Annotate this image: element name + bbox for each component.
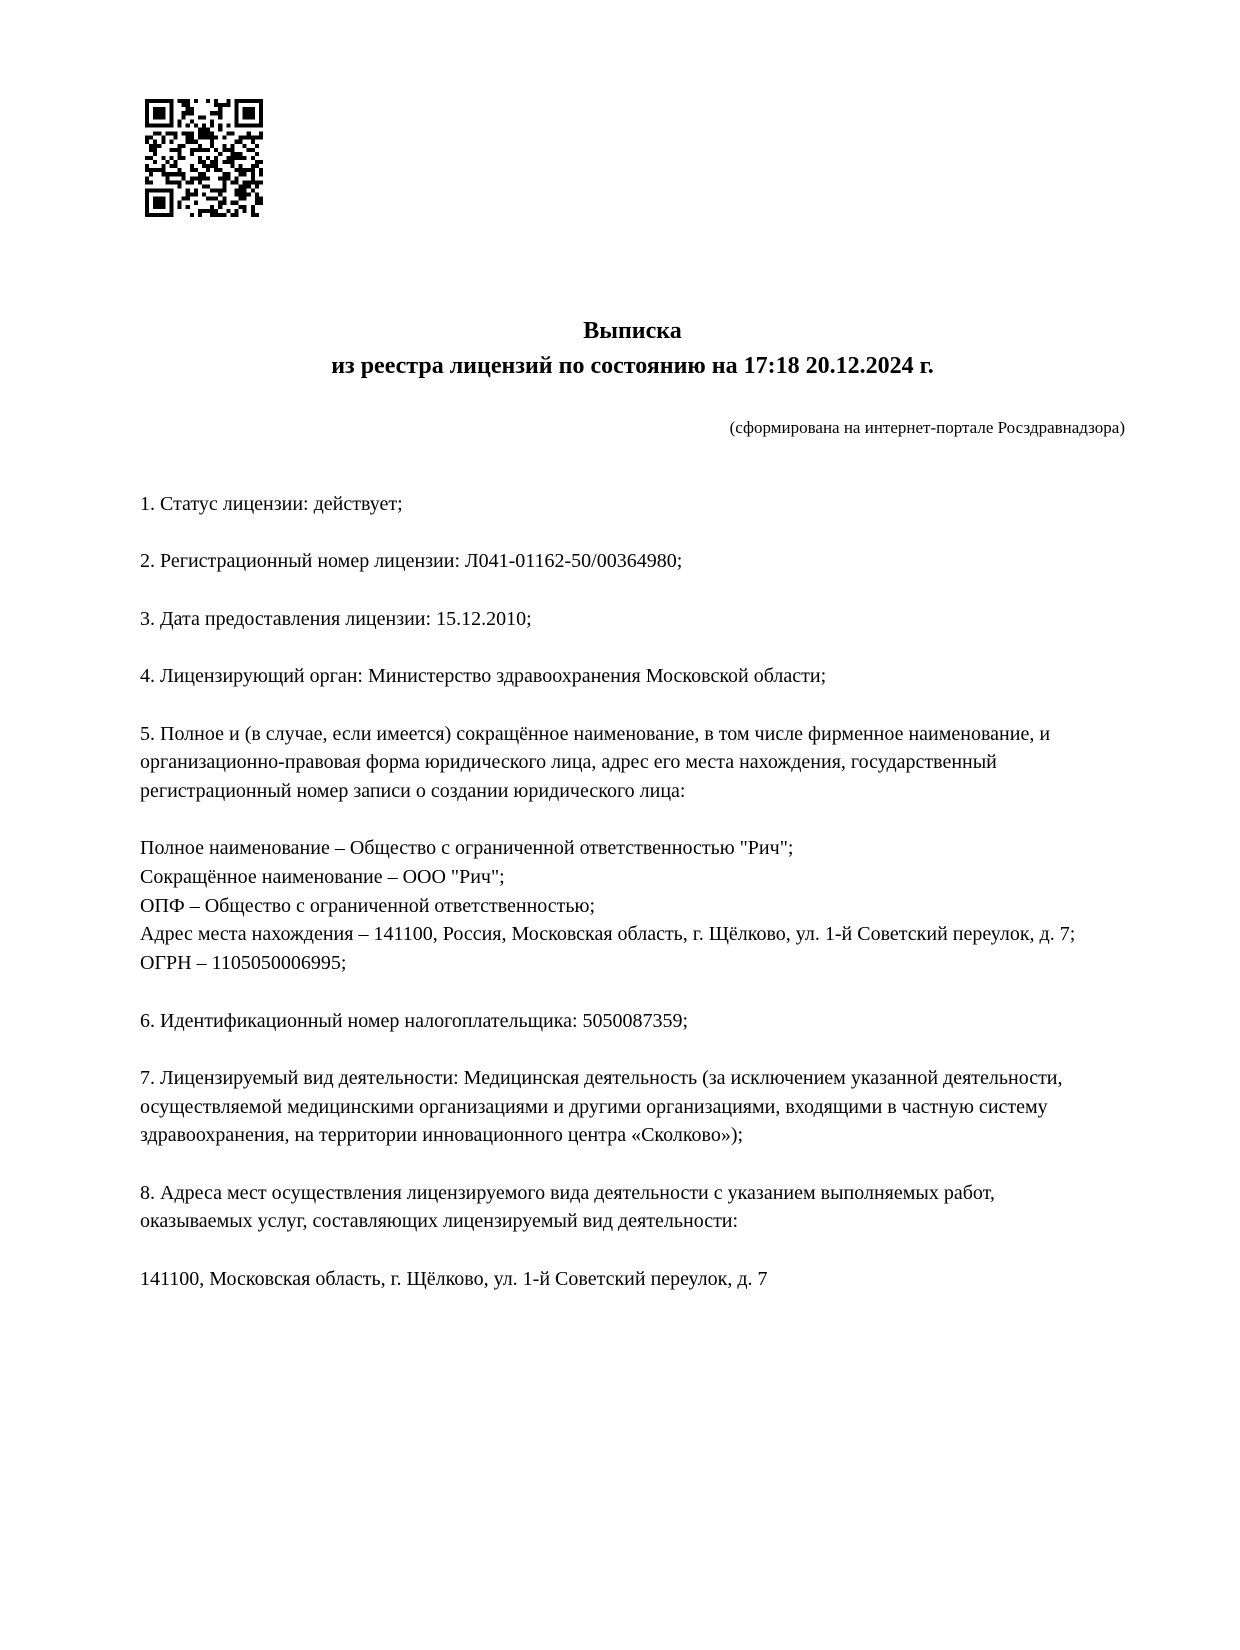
paragraph-block (140, 1179, 1108, 1236)
document-subtitle: (сформирована на интернет-портале Росздравнадзора) (729, 418, 1125, 437)
paragraph-block (140, 1007, 1108, 1036)
document-body (140, 490, 1108, 1322)
paragraph-line: 141100, Московская область, г. Щёлково, ул. 1-й Советский переулок, д. 7 (140, 1267, 768, 1290)
paragraph-line: 4. Лицензирующий орган: Министерство здравоохранения Московской области; (140, 665, 827, 688)
title-line-2: из реестра лицензий по состоянию на 17:18 20.12.2024 г. (331, 353, 934, 379)
qr-code (145, 99, 263, 217)
paragraph-line: 1. Статус лицензии: действует; (140, 493, 403, 515)
paragraph-block (140, 834, 1108, 978)
paragraph-line: 8. Адреса мест осуществления лицензируемого вида деятельности с указанием выполняемых работ, оказываемых услуг, составляющих лицензируемый вид деятельности: (140, 1181, 995, 1233)
paragraph-block (140, 490, 1108, 519)
paragraph-line: ОГРН – 1105050006995; (140, 952, 347, 975)
paragraph-line: 7. Лицензируемый вид деятельности: Медицинская деятельность (за исключением указанной деятельности, осуществляемой медицинскими организациями и другими организациями, входящими в частную систему здравоохранения, на территории инновационного центра «Сколково»); (140, 1066, 1063, 1147)
paragraph-line: 3. Дата предоставления лицензии: 15.12.2010; (140, 607, 532, 630)
paragraph-line: 5. Полное и (в случае, если имеется) сокращённое наименование, в том числе фирменное наименование, и организационно-правовая форма юридического лица, адрес его места нахождения, государственный регистрационный номер записи о создании юридического лица: (140, 722, 1051, 802)
paragraph-block (140, 662, 1108, 691)
paragraph-block (140, 720, 1108, 806)
paragraph-line: ОПФ – Общество с ограниченной ответственностью; (140, 894, 596, 917)
paragraph-block (140, 1265, 1108, 1294)
paragraph-line: 2. Регистрационный номер лицензии: Л041-01162-50/00364980; (140, 550, 683, 573)
paragraph-line: Адрес места нахождения – 141100, Россия, Московская область, г. Щёлково, ул. 1-й Советский переулок, д. 7; (140, 923, 1076, 946)
qr-code-image (145, 99, 263, 217)
paragraph-block (140, 547, 1108, 576)
paragraph-block (140, 605, 1108, 634)
paragraph-line: 6. Идентификационный номер налогоплательщика: 5050087359; (140, 1009, 689, 1032)
paragraph-block (140, 1064, 1108, 1150)
document-title (140, 314, 1125, 384)
paragraph-line: Полное наименование – Общество с ограниченной ответственностью "Рич"; (140, 837, 794, 860)
title-line-1: Выписка (583, 318, 682, 344)
paragraph-line: Сокращённое наименование – ООО "Рич"; (140, 866, 505, 889)
